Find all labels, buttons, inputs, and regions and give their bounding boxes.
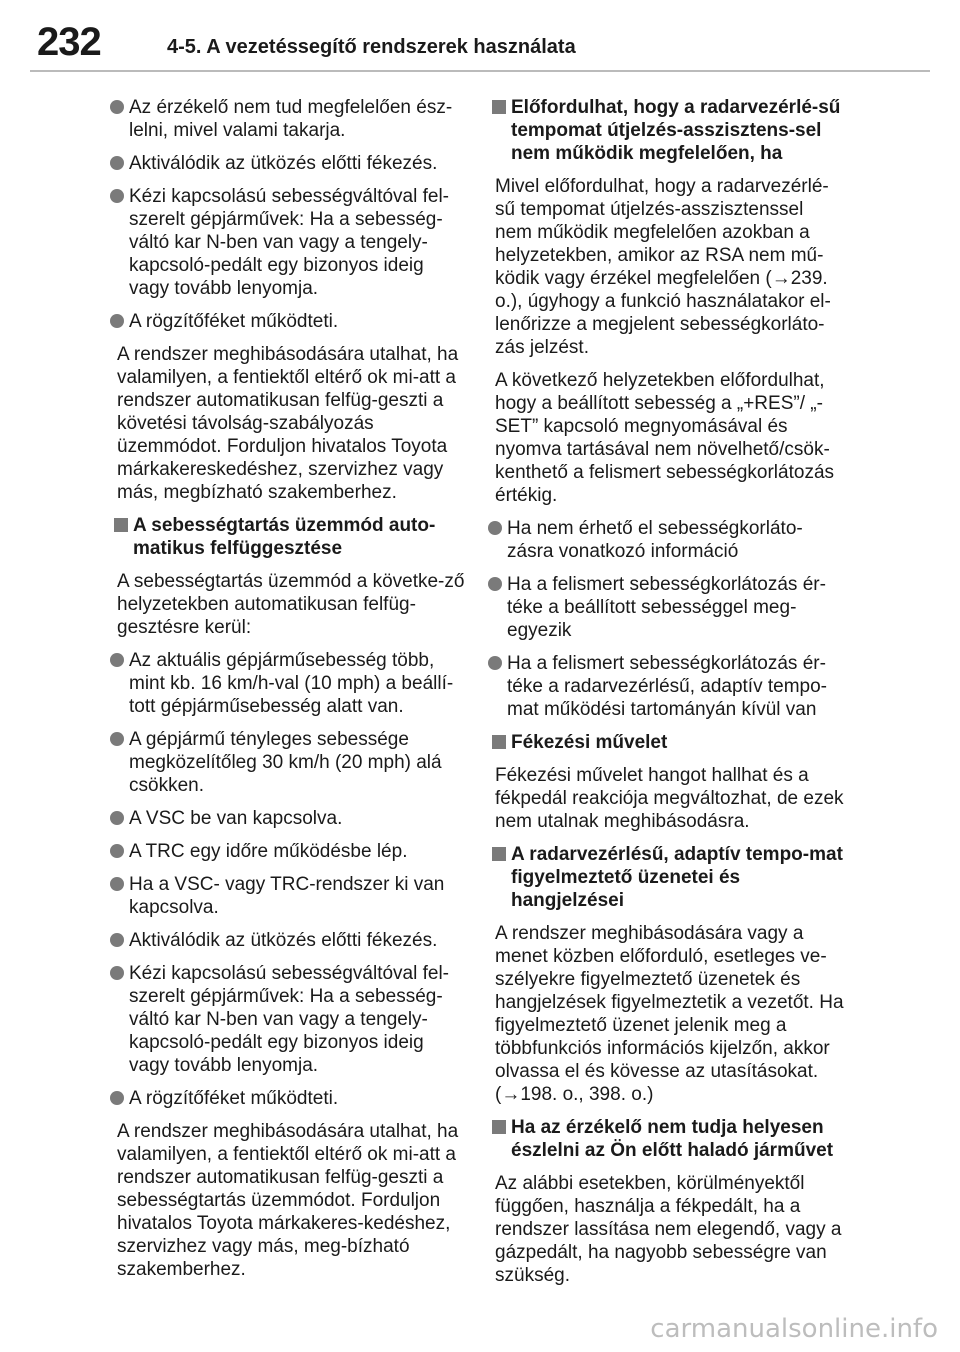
bullet-icon xyxy=(110,189,124,203)
page-number: 232 xyxy=(37,20,101,64)
bullet-icon xyxy=(110,966,124,980)
item-text: A következő helyzetekben előfordulhat, hogy a beállított sebesség a „+RES”/ „-SET” kapcsoló megnyomásával és nyomva tartásával nem növelhető/csök-kenthető a felismert sebességkorlátozás értékig. xyxy=(495,370,835,506)
item-text: A TRC egy időre működésbe lép. xyxy=(129,841,408,862)
item-text: A rendszer meghibásodására vagy a menet közben előforduló, esetleges ve-szélyekre figyelmeztető üzenetek és hangjelzések figyelmeztetik a vezetőt. Ha figyelmeztető üzenet jelenik meg a többfunkciós információs kijelzőn, akkor olvassa el és kövesse az utasításokat. (→198. o., 398. o.) xyxy=(495,923,844,1105)
left-column xyxy=(117,96,467,1291)
bullet-item xyxy=(117,873,467,919)
bullet-item xyxy=(117,185,467,300)
item-text: A rendszer meghibásodására utalhat, ha valamilyen, a fentiektől eltérő ok mi-att a rendszer automatikusan felfüg-geszti a követési távolság-szabályozás üzemmódot. Forduljon hivatalos Toyota márkakereskedéshez, szervizhez vagy más, megbízható szakemberhez. xyxy=(117,344,459,503)
paragraph xyxy=(117,570,467,639)
section-heading xyxy=(117,514,467,560)
bullet-icon xyxy=(488,656,502,670)
paragraph xyxy=(495,1172,845,1287)
item-text: A rögzítőféket működteti. xyxy=(129,1088,339,1109)
bullet-item xyxy=(495,573,845,642)
bullet-icon xyxy=(110,156,124,170)
bullet-item xyxy=(117,649,467,718)
paragraph xyxy=(495,175,845,359)
bullet-icon xyxy=(110,844,124,858)
paragraph xyxy=(117,343,467,504)
bullet-item xyxy=(495,652,845,721)
item-text: Az alábbi esetekben, körülményektől függően, használja a fékpedált, ha a rendszer lassítása nem elegendő, vagy a gázpedált, ha nagyobb sebességre van szükség. xyxy=(495,1173,842,1286)
bullet-item xyxy=(117,840,467,863)
section-heading xyxy=(495,1116,845,1162)
section-heading xyxy=(495,96,845,165)
right-column xyxy=(495,96,845,1297)
item-text: A rögzítőféket működteti. xyxy=(129,311,339,332)
bullet-item xyxy=(117,962,467,1077)
item-text: Az érzékelő nem tud megfelelően ész-lelni, mivel valami takarja. xyxy=(129,97,453,141)
item-text: A sebességtartás üzemmód auto-matikus felfüggesztése xyxy=(133,515,436,559)
section-heading xyxy=(495,843,845,912)
item-text: Az aktuális gépjárműsebesség több, mint kb. 16 km/h-val (10 mph) a beállí-tott gépjárműsebesség alatt van. xyxy=(129,650,454,717)
bullet-icon xyxy=(110,314,124,328)
paragraph xyxy=(495,764,845,833)
bullet-item xyxy=(117,96,467,142)
bullet-item xyxy=(117,728,467,797)
item-text: Ha nem érhető el sebességkorláto-zásra vonatkozó információ xyxy=(507,518,803,562)
bullet-icon xyxy=(488,577,502,591)
square-bullet-icon xyxy=(492,847,506,861)
item-text: Mivel előfordulhat, hogy a radarvezérlé-sű tempomat útjelzés-asszisztenssel nem működik megfelelően azokban a helyzetekben, amikor az RSA nem mű-ködik vagy érzékel megfelelően (→239. o.), úgyhogy a funkció használatakor el-lenőrizze a megjelent sebességkorláto-zás jelzést. xyxy=(495,176,831,358)
square-bullet-icon xyxy=(492,735,506,749)
bullet-item xyxy=(117,929,467,952)
bullet-icon xyxy=(110,100,124,114)
item-text: Aktiválódik az ütközés előtti fékezés. xyxy=(129,930,438,951)
bullet-icon xyxy=(110,811,124,825)
item-text: Ha az érzékelő nem tudja helyesen észlelni az Ön előtt haladó járművet xyxy=(511,1117,834,1161)
bullet-icon xyxy=(110,933,124,947)
bullet-icon xyxy=(110,1091,124,1105)
square-bullet-icon xyxy=(492,1120,506,1134)
bullet-item xyxy=(495,517,845,563)
chapter-title: 4-5. A vezetéssegítő rendszerek használata xyxy=(167,36,576,58)
square-bullet-icon xyxy=(114,518,128,532)
paragraph xyxy=(495,369,845,507)
square-bullet-icon xyxy=(492,100,506,114)
item-text: Ha a felismert sebességkorlátozás ér-téke a beállított sebességgel meg-egyezik xyxy=(507,574,826,641)
item-text: A radarvezérlésű, adaptív tempo-mat figyelmeztető üzenetei és hangjelzései xyxy=(511,844,843,911)
bullet-icon xyxy=(488,521,502,535)
bullet-icon xyxy=(110,732,124,746)
item-text: Kézi kapcsolású sebességváltóval fel-szerelt gépjárművek: Ha a sebesség-váltó kar N-ben van vagy a tengely-kapcsoló-pedált egy bizonyos ideig vagy tovább lenyomja. xyxy=(129,963,450,1076)
bullet-item xyxy=(117,152,467,175)
item-text: Aktiválódik az ütközés előtti fékezés. xyxy=(129,153,438,174)
item-text: A sebességtartás üzemmód a követke-ző helyzetekben automatikusan felfüg-gesztésre kerül: xyxy=(117,571,465,638)
header-divider xyxy=(30,70,930,72)
watermark: carmanualsonline.info xyxy=(650,1314,938,1344)
bullet-item xyxy=(117,1087,467,1110)
item-text: Fékezési művelet hangot hallhat és a fékpedál reakciója megváltozhat, de ezek nem utalnak meghibásodásra. xyxy=(495,765,844,832)
section-heading xyxy=(495,731,845,754)
bullet-icon xyxy=(110,877,124,891)
bullet-item xyxy=(117,310,467,333)
item-text: Kézi kapcsolású sebességváltóval fel-szerelt gépjárművek: Ha a sebesség-váltó kar N-ben van vagy a tengely-kapcsoló-pedált egy bizonyos ideig vagy tovább lenyomja. xyxy=(129,186,450,299)
bullet-item xyxy=(117,807,467,830)
item-text: Ha a VSC- vagy TRC-rendszer ki van kapcsolva. xyxy=(129,874,445,918)
item-text: A VSC be van kapcsolva. xyxy=(129,808,343,829)
paragraph xyxy=(117,1120,467,1281)
bullet-icon xyxy=(110,653,124,667)
item-text: Előfordulhat, hogy a radarvezérlé-sű tempomat útjelzés-asszisztens-sel nem működik megfelelően, ha xyxy=(511,97,841,164)
item-text: Fékezési művelet xyxy=(511,732,668,753)
item-text: A gépjármű tényleges sebessége megközelítőleg 30 km/h (20 mph) alá csökken. xyxy=(129,729,442,796)
item-text: Ha a felismert sebességkorlátozás ér-téke a radarvezérlésű, adaptív tempo-mat működési tartományán kívül van xyxy=(507,653,828,720)
paragraph xyxy=(495,922,845,1106)
item-text: A rendszer meghibásodására utalhat, ha valamilyen, a fentiektől eltérő ok mi-att a rendszer automatikusan felfüg-geszti a sebességtartás üzemmódot. Forduljon hivatalos Toyota márkakeres-kedéshez, szervizhez vagy más, meg-bízható szakemberhez. xyxy=(117,1121,459,1280)
